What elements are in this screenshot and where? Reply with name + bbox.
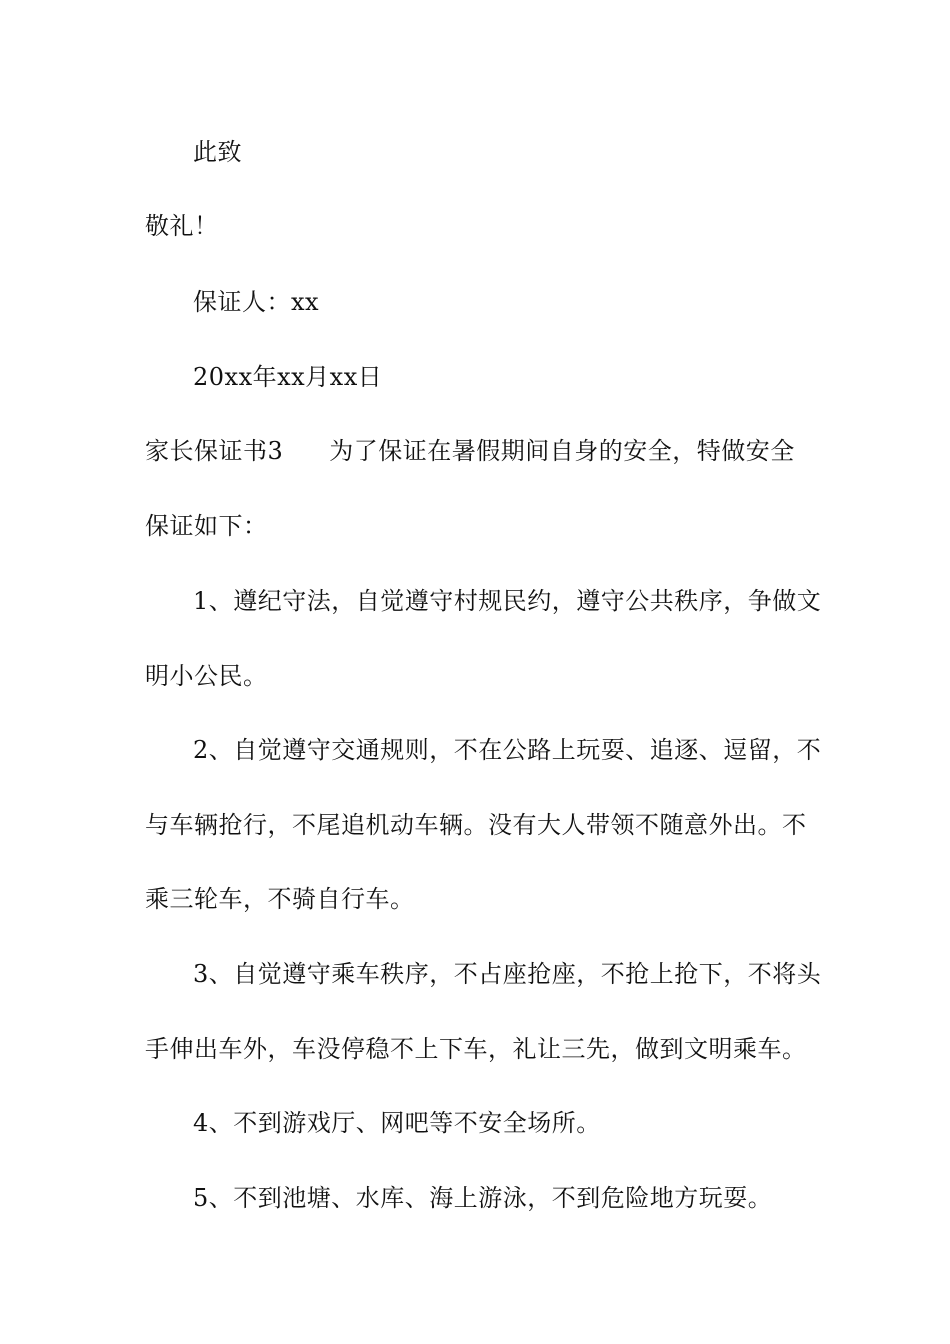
section-heading: 家长保证书3: [145, 437, 284, 465]
item-3-line: 3、自觉遵守乘车秩序，不占座抢座，不抢上抢下，不将头: [193, 960, 822, 988]
salute-text: 敬礼！: [145, 212, 219, 240]
item-4-line: 4、不到游戏厅、网吧等不安全场所。: [193, 1109, 601, 1137]
item-2-line-end: 乘三轮车，不骑自行车。: [145, 885, 415, 913]
intro-text-continued: 保证如下：: [145, 512, 268, 540]
item-1-line-continued: 明小公民。: [145, 662, 268, 690]
item-5-line: 5、不到池塘、水库、海上游泳，不到危险地方玩耍。: [193, 1184, 773, 1212]
item-1-line: 1、遵纪守法，自觉遵守村规民约，遵守公共秩序，争做文: [193, 587, 822, 615]
item-2-line: 2、自觉遵守交通规则，不在公路上玩耍、追逐、逗留，不: [193, 736, 822, 764]
item-2-line-continued: 与车辆抢行，不尾追机动车辆。没有大人带领不随意外出。不: [145, 811, 807, 839]
guarantor-line: 保证人：xx: [193, 288, 320, 316]
heading-intro-line: [145, 437, 815, 465]
item-3-line-continued: 手伸出车外，车没停稳不上下车，礼让三先，做到文明乘车。: [145, 1035, 807, 1063]
intro-text: 为了保证在暑假期间自身的安全，特做安全: [329, 437, 795, 465]
date-line: 20xx年xx月xx日: [193, 363, 383, 391]
closing-text: 此致: [193, 138, 242, 166]
